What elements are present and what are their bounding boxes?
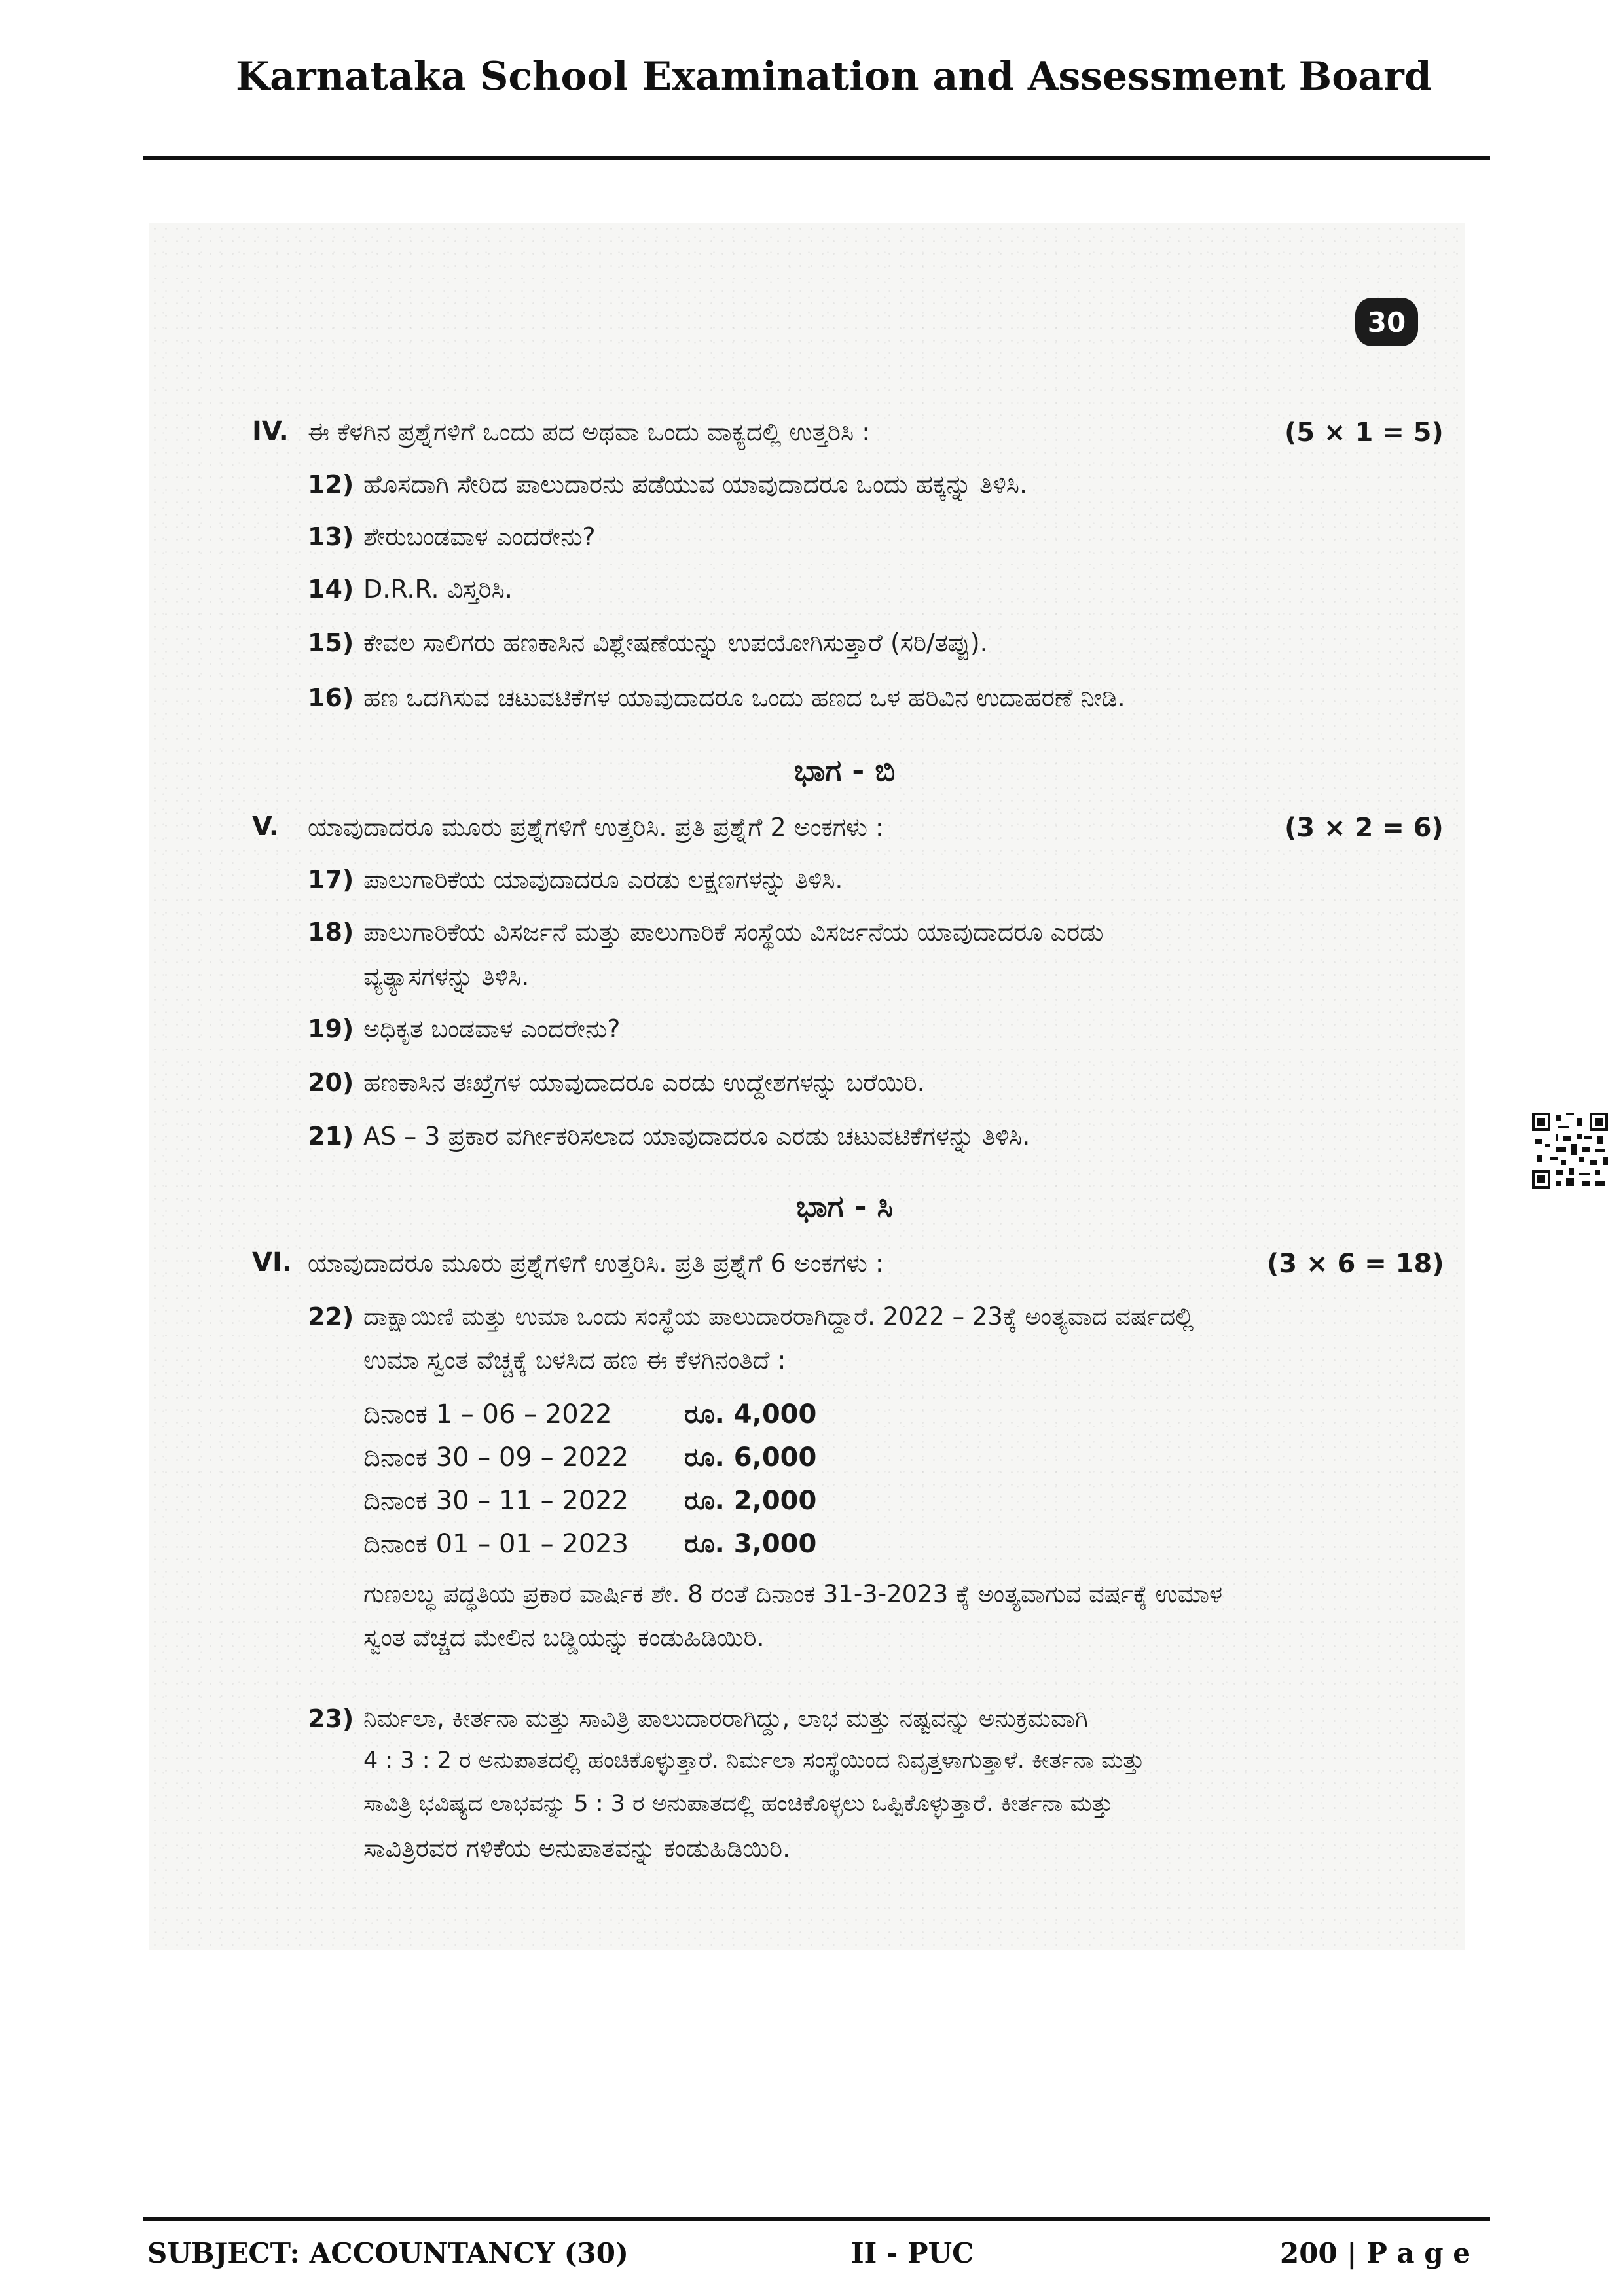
section-vi-instruction: ಯಾವುದಾದರೂ ಮೂರು ಪ್ರಶ್ನೆಗಳಿಗೆ ಉತ್ತರಿಸಿ. ಪ್ರತಿ ಪ್ರಶ್ನೆಗೆ 6 ಅಂಕಗಳು : bbox=[308, 1249, 884, 1278]
question-number: 21) bbox=[308, 1122, 354, 1151]
drawing-date: ದಿನಾಂಕ 01 – 01 – 2023 bbox=[363, 1529, 629, 1559]
question-number: 12) bbox=[308, 470, 354, 499]
question-text: ಪಾಲುಗಾರಿಕೆಯ ವಿಸರ್ಜನೆ ಮತ್ತು ಪಾಲುಗಾರಿಕೆ ಸಂಸ್ಥೆಯ ವಿಸರ್ಜನೆಯ ಯಾವುದಾದರೂ ಎರಡು bbox=[363, 918, 1104, 946]
question-number: 22) bbox=[308, 1302, 354, 1331]
question-text-continued: ಉಮಾ ಸ್ವಂತ ವೆಚ್ಚಕ್ಕೆ ಬಳಸಿದ ಹಣ ಈ ಕೆಳಗಿನಂತಿದೆ : bbox=[363, 1346, 786, 1374]
header-rule bbox=[143, 156, 1490, 160]
page-number-badge: 30 bbox=[1355, 298, 1418, 346]
question-text-continued: ವ್ಯತ್ಯಾಸಗಳನ್ನು ತಿಳಿಸಿ. bbox=[363, 962, 530, 991]
qr-code-icon bbox=[1532, 1113, 1608, 1189]
drawing-amount: ರೂ. 3,000 bbox=[684, 1529, 817, 1559]
footer-subject: SUBJECT: ACCOUNTANCY (30) bbox=[147, 2237, 629, 2269]
question-text-continued: ಸಾವಿತ್ರಿ ಭವಿಷ್ಯದ ಲಾಭವನ್ನು 5 : 3 ರ ಅನುಪಾತದಲ್ಲಿ ಹಂಚಿಕೊಳ್ಳಲು ಒಪ್ಪಿಕೊಳ್ಳುತ್ತಾರೆ. ಕೀರ್ತನಾ ಮತ್ತು bbox=[363, 1791, 1114, 1817]
question-text-continued: ಗುಣಲಬ್ಧ ಪದ್ಧತಿಯ ಪ್ರಕಾರ ವಾರ್ಷಿಕ ಶೇ. 8 ರಂತೆ ದಿನಾಂಕ 31-3-2023 ಕ್ಕೆ ಅಂತ್ಯವಾಗುವ ವರ್ಷಕ್ಕೆ ಉಮಾಳ bbox=[363, 1580, 1223, 1608]
question-text-continued: ಸಾವಿತ್ರಿರವರ ಗಳಿಕೆಯ ಅನುಪಾತವನ್ನು ಕಂಡುಹಿಡಿಯಿರಿ. bbox=[363, 1834, 791, 1863]
section-vi-marks: (3 × 6 = 18) bbox=[1267, 1249, 1444, 1279]
question-number: 17) bbox=[308, 865, 354, 894]
question-text-continued: 4 : 3 : 2 ರ ಅನುಪಾತದಲ್ಲಿ ಹಂಚಿಕೊಳ್ಳುತ್ತಾರೆ. ನಿರ್ಮಲಾ ಸಂಸ್ಥೆಯಿಂದ ನಿವೃತ್ತಳಾಗುತ್ತಾಳೆ. ಕೀರ್ತನಾ ಮತ್ತು bbox=[363, 1748, 1145, 1774]
section-iv-instruction: ಈ ಕೆಳಗಿನ ಪ್ರಶ್ನೆಗಳಿಗೆ ಒಂದು ಪದ ಅಥವಾ ಒಂದು ವಾಕ್ಯದಲ್ಲಿ ಉತ್ತರಿಸಿ : bbox=[308, 418, 871, 446]
question-text: D.R.R. ವಿಸ್ತರಿಸಿ. bbox=[363, 575, 513, 603]
question-text: ಅಧಿಕೃತ ಬಂಡವಾಳ ಎಂದರೇನು? bbox=[363, 1014, 621, 1043]
section-v-instruction: ಯಾವುದಾದರೂ ಮೂರು ಪ್ರಶ್ನೆಗಳಿಗೆ ಉತ್ತರಿಸಿ. ಪ್ರತಿ ಪ್ರಶ್ನೆಗೆ 2 ಅಂಕಗಳು : bbox=[308, 813, 884, 842]
drawing-date: ದಿನಾಂಕ 30 – 09 – 2022 bbox=[363, 1443, 629, 1473]
question-number: 16) bbox=[308, 683, 354, 712]
section-v-marks: (3 × 2 = 6) bbox=[1285, 813, 1444, 843]
question-text: ನಿರ್ಮಲಾ, ಕೀರ್ತನಾ ಮತ್ತು ಸಾವಿತ್ರಿ ಪಾಲುದಾರರಾಗಿದ್ದು, ಲಾಭ ಮತ್ತು ನಷ್ಟವನ್ನು ಅನುಕ್ರಮವಾಗಿ bbox=[363, 1704, 1089, 1732]
part-b-heading: ಭಾಗ - ಬಿ bbox=[793, 753, 896, 788]
question-number: 19) bbox=[308, 1014, 354, 1043]
footer-rule bbox=[143, 2217, 1490, 2221]
section-v-roman: V. bbox=[252, 812, 279, 842]
part-c-heading: ಭಾಗ - ಸಿ bbox=[795, 1189, 894, 1224]
section-iv-roman: IV. bbox=[252, 416, 289, 446]
drawing-date: ದಿನಾಂಕ 30 – 11 – 2022 bbox=[363, 1486, 629, 1516]
question-text: ಪಾಲುಗಾರಿಕೆಯ ಯಾವುದಾದರೂ ಎರಡು ಲಕ್ಷಣಗಳನ್ನು ತಿಳಿಸಿ. bbox=[363, 865, 843, 894]
drawing-amount: ರೂ. 2,000 bbox=[684, 1486, 817, 1516]
question-text: ಶೇರುಬಂಡವಾಳ ಎಂದರೇನು? bbox=[363, 522, 596, 551]
question-text-continued: ಸ್ವಂತ ವೆಚ್ಚದ ಮೇಲಿನ ಬಡ್ಡಿಯನ್ನು ಕಂಡುಹಿಡಿಯಿರಿ. bbox=[363, 1623, 765, 1652]
question-text: ಹೊಸದಾಗಿ ಸೇರಿದ ಪಾಲುದಾರನು ಪಡೆಯುವ ಯಾವುದಾದರೂ ಒಂದು ಹಕ್ಕನ್ನು ತಿಳಿಸಿ. bbox=[363, 470, 1028, 499]
drawing-amount: ರೂ. 4,000 bbox=[684, 1399, 817, 1429]
question-text: ಹಣ ಒದಗಿಸುವ ಚಟುವಟಿಕೆಗಳ ಯಾವುದಾದರೂ ಒಂದು ಹಣದ ಒಳ ಹರಿವಿನ ಉದಾಹರಣೆ ನೀಡಿ. bbox=[363, 683, 1125, 712]
question-number: 15) bbox=[308, 628, 354, 657]
footer-page-number: 200 | P a g e bbox=[1280, 2237, 1470, 2269]
footer-class: II - PUC bbox=[851, 2237, 974, 2269]
question-text: AS – 3 ಪ್ರಕಾರ ವರ್ಗೀಕರಿಸಲಾದ ಯಾವುದಾದರೂ ಎರಡು ಚಟುವಟಿಕೆಗಳನ್ನು ತಿಳಿಸಿ. bbox=[363, 1122, 1030, 1151]
question-text: ದಾಕ್ಷಾಯಿಣಿ ಮತ್ತು ಉಮಾ ಒಂದು ಸಂಸ್ಥೆಯ ಪಾಲುದಾರರಾಗಿದ್ದಾರೆ. 2022 – 23ಕ್ಕೆ ಅಂತ್ಯವಾದ ವರ್ಷದಲ್ಲಿ bbox=[363, 1302, 1194, 1331]
section-vi-roman: VI. bbox=[252, 1247, 293, 1278]
drawing-date: ದಿನಾಂಕ 1 – 06 – 2022 bbox=[363, 1399, 612, 1429]
page-header-title: Karnataka School Examination and Assessment Board bbox=[236, 54, 1432, 99]
question-number: 18) bbox=[308, 918, 354, 946]
section-iv-marks: (5 × 1 = 5) bbox=[1285, 418, 1444, 448]
drawing-amount: ರೂ. 6,000 bbox=[684, 1443, 817, 1473]
question-text: ಕೇವಲ ಸಾಲಿಗರು ಹಣಕಾಸಿನ ವಿಶ್ಲೇಷಣೆಯನ್ನು ಉಪಯೋಗಿಸುತ್ತಾರೆ (ಸರಿ/ತಪ್ಪು). bbox=[363, 628, 988, 657]
question-number: 13) bbox=[308, 522, 354, 551]
question-number: 23) bbox=[308, 1704, 354, 1733]
question-number: 20) bbox=[308, 1068, 354, 1097]
question-text: ಹಣಕಾಸಿನ ತಃಖ್ತೆಗಳ ಯಾವುದಾದರೂ ಎರಡು ಉದ್ದೇಶಗಳನ್ನು ಬರೆಯಿರಿ. bbox=[363, 1068, 925, 1097]
question-number: 14) bbox=[308, 575, 354, 603]
